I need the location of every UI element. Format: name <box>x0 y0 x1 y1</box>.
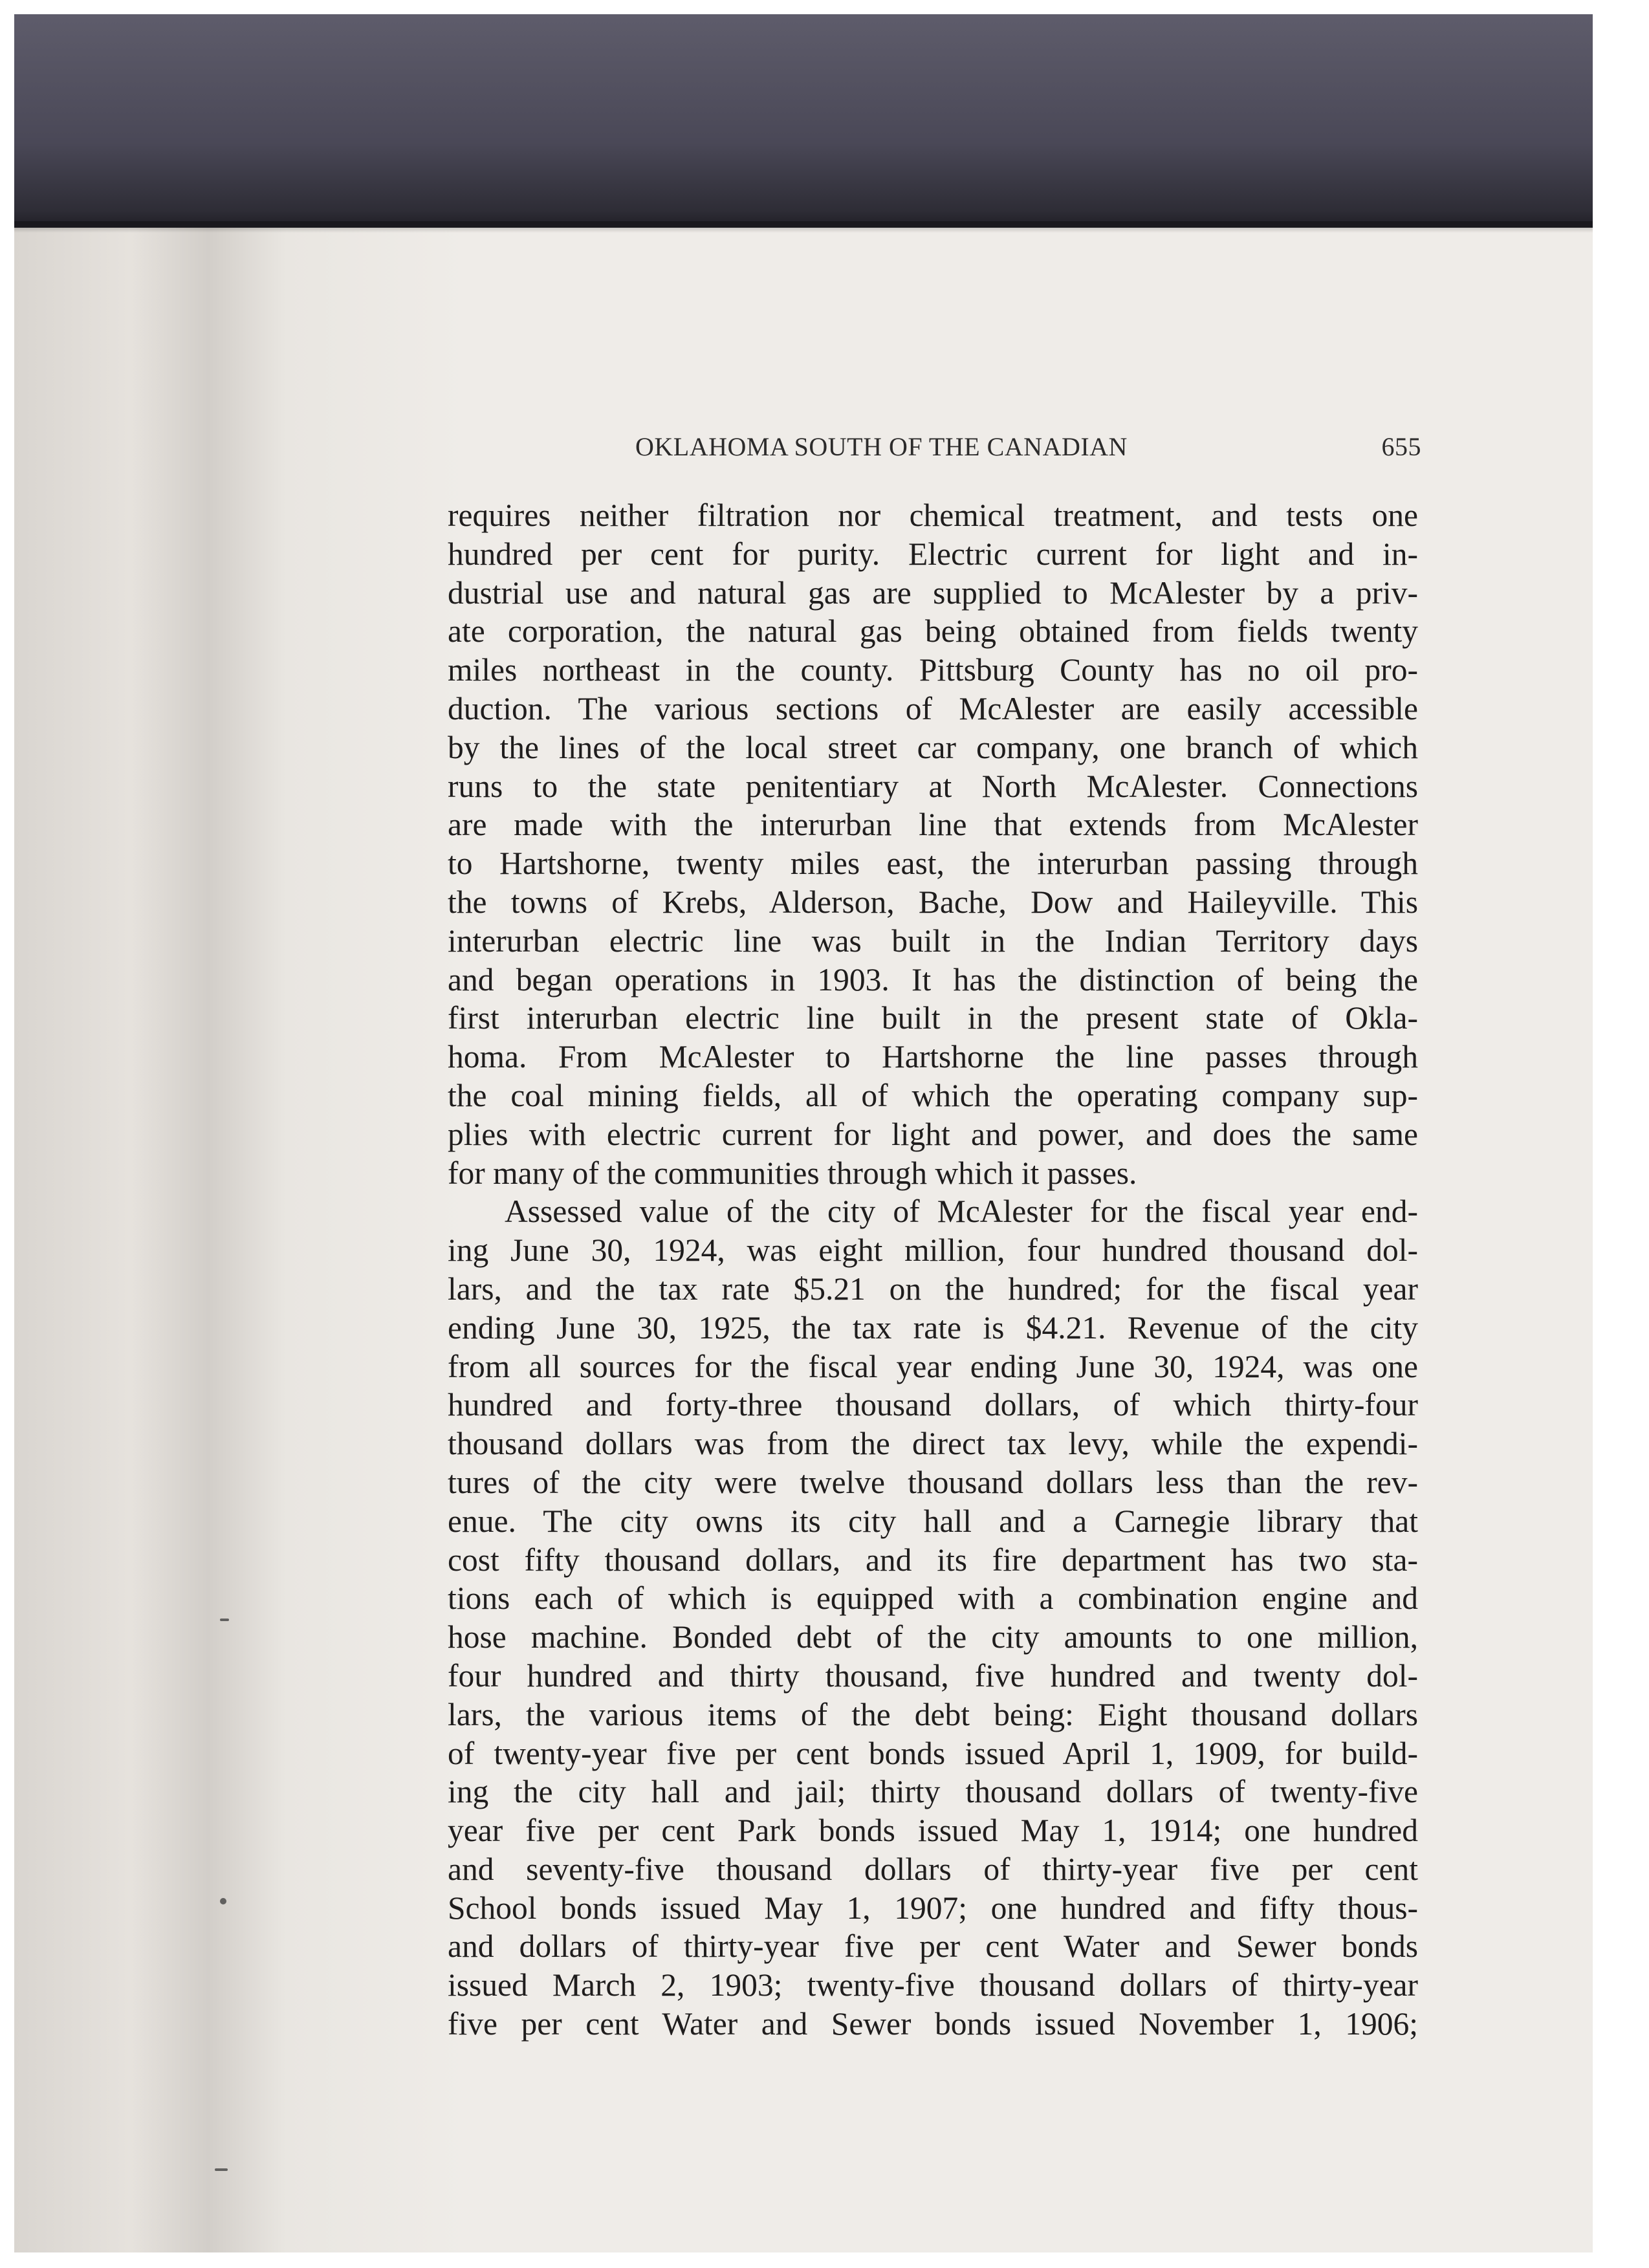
text-line: duction. The various sections of McAlester are easily accessible <box>448 690 1418 726</box>
page-header <box>431 431 1421 470</box>
text-line: thousand dollars was from the direct tax levy, while the expendi- <box>448 1426 1418 1462</box>
page-edge-shadow <box>14 221 1593 233</box>
text-line: homa. From McAlester to Hartshorne the line passes through <box>448 1039 1418 1075</box>
text-line: by the lines of the local street car company, one branch of which <box>448 729 1418 765</box>
text-line: ing the city hall and jail; thirty thousand dollars of twenty-five <box>448 1774 1418 1810</box>
text-line: hose machine. Bonded debt of the city amounts to one million, <box>448 1619 1418 1655</box>
text-line: the coal mining fields, all of which the operating company sup- <box>448 1077 1418 1113</box>
text-line: to Hartshorne, twenty miles east, the interurban passing through <box>448 845 1418 882</box>
text-line: four hundred and thirty thousand, five hundred and twenty dol- <box>448 1657 1418 1694</box>
text-line: tions each of which is equipped with a combination engine and <box>448 1580 1418 1617</box>
binding-mark <box>215 2168 228 2171</box>
text-line: hundred and forty-three thousand dollars, of which thirty-four <box>448 1387 1418 1423</box>
binding-mark <box>220 1619 229 1621</box>
text-line: lars, and the tax rate $5.21 on the hundred; for the fiscal year <box>448 1270 1418 1307</box>
text-line: tures of the city were twelve thousand dollars less than the rev- <box>448 1464 1418 1500</box>
text-line: lars, the various items of the debt being: Eight thousand dollars <box>448 1696 1418 1732</box>
text-line: School bonds issued May 1, 1907; one hundred and fifty thous- <box>448 1890 1418 1926</box>
text-line: and seventy-five thousand dollars of thirty-year five per cent <box>448 1851 1418 1887</box>
body-text <box>448 496 1418 2044</box>
text-line: ending June 30, 1925, the tax rate is $4.21. Revenue of the city <box>448 1309 1418 1346</box>
text-line: requires neither filtration nor chemical treatment, and tests one <box>448 497 1418 533</box>
text-line: dustrial use and natural gas are supplied to McAlester by a priv- <box>448 574 1418 611</box>
text-line: ing June 30, 1924, was eight million, four hundred thousand dol- <box>448 1232 1418 1269</box>
text-line: ate corporation, the natural gas being obtained from fields twenty <box>448 613 1418 649</box>
text-line: interurban electric line was built in the Indian Territory days <box>448 922 1418 959</box>
text-line: are made with the interurban line that extends from McAlester <box>448 807 1418 843</box>
text-line: the towns of Krebs, Alderson, Bache, Dow and Haileyville. This <box>448 884 1418 920</box>
text-line: hundred per cent for purity. Electric current for light and in- <box>448 536 1418 572</box>
dark-backdrop <box>14 14 1593 228</box>
text-line: of twenty-year five per cent bonds issued April 1, 1909, for build- <box>448 1735 1418 1771</box>
text-line: and began operations in 1903. It has the distinction of being the <box>448 961 1418 998</box>
text-line: five per cent Water and Sewer bonds issued November 1, 1906; <box>448 2006 1418 2042</box>
text-line: issued March 2, 1903; twenty-five thousand dollars of thirty-year <box>448 1967 1418 2003</box>
text-line: year five per cent Park bonds issued May 1, 1914; one hundred <box>448 1813 1418 1849</box>
text-line: for many of the communities through which it passes. <box>448 1155 1137 1191</box>
page-number: 655 <box>1381 432 1421 461</box>
text-line: from all sources for the fiscal year ending June 30, 1924, was one <box>448 1348 1418 1384</box>
text-line: plies with electric current for light and power, and does the same <box>448 1116 1418 1152</box>
binding-mark <box>220 1898 226 1904</box>
text-line: cost fifty thousand dollars, and its fire department has two sta- <box>448 1542 1418 1578</box>
text-line: Assessed value of the city of McAlester for the fiscal year end- <box>505 1194 1418 1230</box>
text-line: miles northeast in the county. Pittsburg County has no oil pro- <box>448 652 1418 688</box>
scanned-page-frame <box>14 14 1593 2252</box>
text-line: enue. The city owns its city hall and a Carnegie library that <box>448 1503 1418 1539</box>
running-title: OKLAHOMA SOUTH OF THE CANADIAN <box>635 432 1128 461</box>
text-line: first interurban electric line built in the present state of Okla- <box>448 1000 1418 1036</box>
text-line: runs to the state penitentiary at North McAlester. Connections <box>448 768 1418 804</box>
text-line: and dollars of thirty-year five per cent Water and Sewer bonds <box>448 1928 1418 1965</box>
